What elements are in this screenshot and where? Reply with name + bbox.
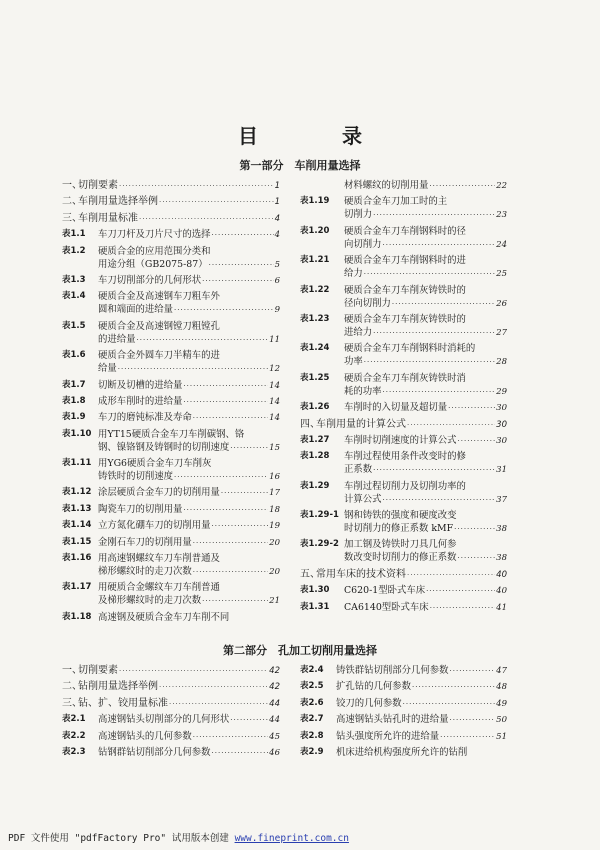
toc-entry-title: 数改变时切削力的修正系数 <box>344 552 457 564</box>
dot-leader <box>183 380 268 393</box>
toc-entry-title: 时切削力的修正系数 kMF <box>344 523 454 535</box>
toc-entry-title: 的进给量 <box>98 333 136 345</box>
toc-entry[interactable] <box>300 372 507 399</box>
toc-page-number: 38 <box>496 524 507 535</box>
toc-entry[interactable] <box>300 313 507 340</box>
toc-entry-title: 铸铁群钻切削部分几何参数 <box>336 665 449 676</box>
dot-leader <box>202 595 268 608</box>
toc-entry-number: 表2.6 <box>300 697 324 708</box>
dot-leader <box>230 714 268 727</box>
toc-entry-number: 表2.2 <box>62 730 86 741</box>
toc-entry-title: 高速钢钻头切削部分的几何形状 <box>98 714 230 726</box>
toc-entry[interactable] <box>62 536 280 550</box>
toc-entry-number: 表1.12 <box>62 487 92 498</box>
toc-page-number: 21 <box>269 596 280 607</box>
footer-link[interactable]: www.fineprint.com.cn <box>234 833 349 844</box>
toc-entry[interactable] <box>300 746 507 759</box>
toc-entry[interactable] <box>62 730 280 744</box>
toc-entry-title: 用途分组（GB2075-87） <box>98 258 208 270</box>
part2-right-column <box>300 664 507 761</box>
toc-entry-number: 五、 <box>300 568 320 580</box>
dot-leader <box>183 396 268 409</box>
toc-page-number: 1 <box>274 181 280 191</box>
toc-entry-number: 一、 <box>62 180 82 191</box>
dot-leader <box>429 180 495 193</box>
toc-entry-title: 硬质合金车刀车削灰铸铁时消 <box>344 372 466 384</box>
toc-entry[interactable] <box>62 680 280 694</box>
toc-entry-title: 高速钢钻头钻孔时的进给量 <box>336 714 449 726</box>
dot-leader <box>193 566 268 579</box>
toc-page-number: 48 <box>496 682 507 693</box>
toc-entry-number: 表1.14 <box>62 520 92 531</box>
toc-entry-number: 表1.9 <box>62 412 86 423</box>
toc-entry[interactable] <box>62 664 280 678</box>
toc-entry-number: 表1.19 <box>300 196 330 207</box>
toc-entry-number: 表1.2 <box>62 245 86 256</box>
toc-entry[interactable] <box>300 450 507 477</box>
toc-page-number: 12 <box>269 364 280 375</box>
toc-entry-title: 硬质合金车刀车削钢料时的进 <box>344 255 466 267</box>
toc-page-number: 16 <box>269 472 280 483</box>
toc-entry[interactable] <box>62 552 280 579</box>
toc-entry-title: 车刀刀杆及刀片尺寸的选择 <box>98 229 211 241</box>
toc-entry-number: 表1.27 <box>300 434 330 445</box>
toc-entry[interactable] <box>300 601 507 615</box>
toc-page-number: 11 <box>269 334 280 345</box>
toc-page-number: 19 <box>269 521 280 532</box>
toc-entry-title: 圆和端面的进给量 <box>98 304 174 316</box>
dot-leader <box>159 681 268 694</box>
dot-leader <box>230 442 268 455</box>
toc-page-number: 14 <box>269 396 280 407</box>
toc-entry-title: 钢、镍铬钢及铸钢时的切削速度 <box>98 441 230 453</box>
toc-page-number: 15 <box>269 442 280 453</box>
toc-entry-number: 表2.8 <box>300 730 324 741</box>
toc-entry[interactable] <box>62 428 280 455</box>
toc-entry-number: 表1.30 <box>300 585 330 596</box>
toc-page-number: 23 <box>496 210 507 221</box>
dot-leader <box>221 487 268 500</box>
toc-entry-number: 三、 <box>62 212 82 224</box>
toc-entry-number: 表1.7 <box>62 379 86 390</box>
toc-entry-title: 车削时切削速度的计算公式 <box>344 434 457 446</box>
footer-text: PDF 文件使用 "pdfFactory Pro" 试用版本创建 <box>8 833 235 844</box>
toc-entry-title: 陶瓷车刀的切削用量 <box>98 503 183 515</box>
dot-leader <box>448 402 495 415</box>
toc-entry-title: 切削力 <box>344 209 373 221</box>
dot-leader <box>364 356 495 369</box>
toc-entry[interactable] <box>300 401 507 415</box>
dot-leader <box>430 602 495 615</box>
toc-entry-number: 表1.22 <box>300 284 330 295</box>
toc-entry[interactable] <box>62 611 280 624</box>
toc-page-number: 27 <box>496 327 507 338</box>
dot-leader <box>407 569 495 582</box>
dot-leader <box>458 552 496 565</box>
toc-entry-title: 及梯形螺纹时的走刀次数 <box>98 595 202 607</box>
toc-entry-title: 功率 <box>344 356 363 368</box>
dot-leader <box>454 523 495 536</box>
toc-entry[interactable] <box>62 519 280 533</box>
toc-entry[interactable] <box>300 254 507 281</box>
page-title: 目 录 <box>238 124 394 148</box>
toc-entry-number: 表1.11 <box>62 458 92 469</box>
toc-entry-title: 耗的功率 <box>344 385 382 397</box>
toc-entry-title: 计算公式 <box>344 493 382 505</box>
dot-leader <box>458 435 496 448</box>
toc-entry-number: 表2.1 <box>62 714 86 725</box>
dot-leader <box>403 698 496 711</box>
toc-entry-number: 表1.18 <box>62 611 92 622</box>
toc-entry-title: 钻头强度所允许的进给量 <box>336 730 440 742</box>
toc-entry[interactable] <box>62 746 280 760</box>
toc-entry-title: 用YG6硬质合金车刀车削灰 <box>98 458 212 470</box>
toc-page-number: 4 <box>274 230 280 241</box>
dot-leader <box>139 213 274 226</box>
toc-entry-title: 车削用量的计算公式 <box>316 418 406 430</box>
toc-entry[interactable] <box>62 395 280 409</box>
toc-page-number: 29 <box>496 386 507 397</box>
toc-page-number: 17 <box>269 488 280 499</box>
toc-entry[interactable] <box>300 730 507 744</box>
toc-entry[interactable] <box>300 664 507 678</box>
toc-entry[interactable] <box>300 225 507 252</box>
toc-entry-number: 表2.7 <box>300 714 324 725</box>
toc-entry[interactable] <box>62 274 280 288</box>
toc-entry[interactable] <box>300 680 507 694</box>
toc-entry-title: 进给力 <box>344 326 373 338</box>
toc-entry[interactable] <box>62 349 280 376</box>
toc-page-number: 31 <box>496 465 507 476</box>
toc-page-number: 46 <box>269 747 280 758</box>
toc-page-number: 26 <box>496 298 507 309</box>
toc-page-number: 14 <box>269 413 280 424</box>
toc-page-number: 4 <box>274 213 280 224</box>
toc-entry[interactable] <box>300 713 507 727</box>
toc-entry-title: 正系数 <box>344 464 373 476</box>
toc-entry-number: 表1.1 <box>62 229 86 240</box>
toc-entry-number: 表1.20 <box>300 225 330 236</box>
toc-entry[interactable] <box>300 342 507 369</box>
dot-leader <box>412 681 495 694</box>
dot-leader <box>118 363 268 376</box>
toc-entry-title: 用YT15硬质合金车刀车削碳钢、铬 <box>98 428 245 440</box>
toc-page-number: 14 <box>269 380 280 391</box>
toc-page-number: 20 <box>269 537 280 548</box>
toc-entry-number: 四、 <box>300 418 320 430</box>
dot-leader <box>383 494 496 507</box>
toc-entry[interactable] <box>62 212 280 226</box>
toc-entry-number: 表1.24 <box>300 343 330 354</box>
toc-entry-number: 表1.26 <box>300 402 330 413</box>
dot-leader <box>212 747 269 760</box>
toc-entry-title: 硬质合金车刀加工时的主 <box>344 196 448 208</box>
toc-entry-number: 表1.28 <box>300 451 330 462</box>
toc-entry-title: 车削用量标准 <box>78 212 138 224</box>
toc-entry[interactable] <box>62 697 280 711</box>
toc-entry-title: 硬质合金车刀车削灰铸铁时的 <box>344 313 466 325</box>
toc-entry-title: 给力 <box>344 268 363 280</box>
dot-leader <box>212 520 269 533</box>
toc-entry[interactable] <box>300 568 507 582</box>
toc-entry-title: 车削过程使用条件改变时的修 <box>344 451 466 463</box>
toc-page-number: 42 <box>269 682 280 693</box>
toc-entry-title: 立方氮化硼车刀的切削用量 <box>98 520 211 532</box>
dot-leader <box>209 259 274 272</box>
toc-entry-number: 表1.16 <box>62 553 92 564</box>
toc-entry-title: 车削过程切削力及切削功率的 <box>344 480 466 492</box>
toc-page-number: 51 <box>496 731 507 742</box>
toc-page-number: 28 <box>496 357 507 368</box>
toc-entry-title: 涂层硬质合金车刀的切削用量 <box>98 487 220 499</box>
dot-leader <box>212 229 274 242</box>
toc-entry[interactable] <box>62 379 280 393</box>
dot-leader <box>119 180 274 193</box>
toc-page-number: 24 <box>496 239 507 250</box>
toc-entry[interactable] <box>62 179 280 193</box>
toc-entry-title: 车刀切削部分的几何形状 <box>98 274 202 286</box>
dot-leader <box>392 298 495 311</box>
dot-leader <box>364 268 495 281</box>
dot-leader <box>183 504 268 517</box>
toc-entry-number: 表1.4 <box>62 291 86 302</box>
toc-page-number: 45 <box>269 731 280 742</box>
toc-entry[interactable] <box>300 509 507 536</box>
toc-entry-number: 二、 <box>62 681 82 693</box>
toc-entry-title: 机床进给机构强度所允许的钻削 <box>336 746 468 758</box>
toc-entry-title: 切断及切槽的进给量 <box>98 379 183 391</box>
toc-entry-title: 向切削力 <box>344 238 382 250</box>
toc-entry-title: 切削要素 <box>78 665 118 676</box>
toc-entry-title: 给量 <box>98 363 117 375</box>
toc-page-number: 37 <box>496 494 507 505</box>
toc-entry[interactable] <box>300 538 507 565</box>
toc-entry-number: 表1.25 <box>300 372 330 383</box>
dot-leader <box>373 209 495 222</box>
toc-entry-title: 硬质合金车刀车削钢料时消耗的 <box>344 343 476 355</box>
toc-entry[interactable] <box>62 245 280 272</box>
toc-entry-number: 表1.13 <box>62 503 92 514</box>
toc-entry-number: 表1.29-2 <box>300 539 339 550</box>
toc-page-number: 49 <box>496 698 507 709</box>
part1-left-column <box>62 179 280 626</box>
toc-entry-number: 表1.21 <box>300 255 330 266</box>
dot-leader <box>193 537 268 550</box>
toc-entry[interactable] <box>62 486 280 500</box>
toc-entry[interactable] <box>62 457 280 484</box>
toc-entry-title: 硬质合金及高速钢车刀粗车外 <box>98 291 220 303</box>
dot-leader <box>193 412 268 425</box>
toc-entry-number: 表1.29-1 <box>300 510 339 521</box>
toc-page-number: 18 <box>269 504 280 515</box>
dot-leader <box>440 731 495 744</box>
toc-page-number: 30 <box>496 403 507 414</box>
toc-page-number: 50 <box>496 715 507 726</box>
toc-entry-number: 表1.17 <box>62 582 92 593</box>
toc-entry-title: 硬质合金车刀车削钢料时的径 <box>344 225 466 237</box>
toc-page-number: 44 <box>269 698 280 709</box>
toc-entry-title: 铰刀的几何参数 <box>336 697 402 709</box>
toc-page-number: 30 <box>496 435 507 446</box>
dot-leader <box>426 585 495 598</box>
toc-page-number: 42 <box>269 666 280 676</box>
toc-page-number: 1 <box>274 197 280 208</box>
toc-entry-title: 高速钢钻头的几何参数 <box>98 730 192 742</box>
toc-entry-title: 径向切削力 <box>344 297 391 309</box>
toc-entry-number: 表1.5 <box>62 320 86 331</box>
toc-entry-title: 成形车削时的进给量 <box>98 395 183 407</box>
toc-entry-title: 用硬质合金螺纹车刀车削普通 <box>98 582 220 594</box>
dot-leader <box>119 665 268 678</box>
part2-left-column <box>62 664 280 762</box>
toc-entry-title: 车削用量选择举例 <box>78 196 158 208</box>
toc-entry-number: 表1.15 <box>62 536 92 547</box>
toc-entry[interactable] <box>300 697 507 711</box>
toc-entry-title: 常用车床的技术资料 <box>316 568 406 580</box>
toc-entry-title: 铸铁时的切削速度 <box>98 471 174 483</box>
toc-entry[interactable] <box>62 228 280 242</box>
toc-entry-number: 表1.6 <box>62 350 86 361</box>
dot-leader <box>193 731 268 744</box>
toc-entry-title: 钻削用量选择举例 <box>78 681 158 693</box>
toc-entry-number: 表1.8 <box>62 395 86 406</box>
toc-entry-title: 加工钢及铸铁时刀具几何参 <box>344 539 457 551</box>
toc-entry[interactable] <box>300 179 507 193</box>
toc-page-number: 20 <box>269 567 280 578</box>
toc-entry-title: 硬质合金的应用范围分类和 <box>98 245 211 257</box>
toc-page-number: 22 <box>496 181 507 191</box>
toc-entry-number: 三、 <box>62 697 82 709</box>
toc-entry-title: 钻、扩、铰用量标准 <box>78 697 168 709</box>
dot-leader <box>174 304 274 317</box>
toc-entry[interactable] <box>62 503 280 517</box>
toc-entry-title: 车刀的磨钝标准及寿命 <box>98 412 192 424</box>
toc-entry-title: 车削时的入切量及超切量 <box>344 402 448 414</box>
toc-entry-title: 用高速钢螺纹车刀车削普通及 <box>98 553 220 565</box>
toc-entry[interactable] <box>300 195 507 222</box>
toc-page-number: 41 <box>496 602 507 613</box>
toc-entry[interactable] <box>300 434 507 448</box>
toc-entry-title: 硬质合金外圆车刀半精车的进 <box>98 350 220 362</box>
dot-leader <box>169 698 268 711</box>
toc-entry-title: CA6140型卧式车床 <box>344 601 429 613</box>
dot-leader <box>373 464 495 477</box>
toc-page-number: 40 <box>496 569 507 580</box>
toc-page-number: 38 <box>496 553 507 564</box>
toc-page-number: 6 <box>274 275 280 286</box>
toc-entry-number: 表1.29 <box>300 480 330 491</box>
toc-page-number: 47 <box>496 666 507 676</box>
part1-title: 第一部分 车削用量选择 <box>239 159 361 172</box>
dot-leader <box>202 275 273 288</box>
part2-title: 第二部分 孔加工切削用量选择 <box>223 644 377 657</box>
toc-entry[interactable] <box>62 195 280 209</box>
dot-leader <box>159 196 274 209</box>
toc-entry-number: 表2.4 <box>300 665 324 675</box>
dot-leader <box>383 386 496 399</box>
toc-entry-number: 表1.23 <box>300 313 330 324</box>
toc-entry[interactable] <box>62 320 280 347</box>
toc-entry-number: 表1.3 <box>62 274 86 285</box>
toc-entry[interactable] <box>62 713 280 727</box>
toc-entry-title: 硬质合金及高速钢镗刀粗镗孔 <box>98 320 220 332</box>
toc-page-number: 5 <box>274 259 280 270</box>
toc-page-number: 40 <box>496 586 507 597</box>
toc-entry[interactable] <box>62 581 280 608</box>
toc-entry-title: 梯形螺纹时的走刀次数 <box>98 566 192 578</box>
toc-entry[interactable] <box>300 418 507 432</box>
toc-entry-title: 硬质合金车刀车削灰铸铁时的 <box>344 284 466 296</box>
toc-entry-number: 二、 <box>62 196 82 208</box>
part1-right-column <box>300 179 507 617</box>
dot-leader <box>450 665 496 678</box>
toc-page-number: 25 <box>496 269 507 280</box>
dot-leader <box>407 419 495 432</box>
toc-page-number: 30 <box>496 419 507 430</box>
toc-entry-title: 金刚石车刀的切削用量 <box>98 536 192 548</box>
dot-leader <box>383 239 496 252</box>
toc-page-number: 44 <box>269 715 280 726</box>
toc-entry[interactable] <box>300 584 507 598</box>
dot-leader <box>373 327 495 340</box>
toc-entry-title: 切削要素 <box>78 180 118 191</box>
toc-entry-title: 材料螺纹的切削用量 <box>344 180 429 191</box>
toc-entry-title: 高速钢及硬质合金车刀车削不同 <box>98 611 230 623</box>
dot-leader <box>450 714 496 727</box>
toc-entry-title: 钢和铸铁的强度和硬度改变 <box>344 510 457 522</box>
toc-entry[interactable] <box>62 290 280 317</box>
toc-entry-number: 一、 <box>62 665 82 676</box>
toc-entry-title: C620-1型卧式车床 <box>344 585 426 597</box>
toc-entry-number: 表1.31 <box>300 601 330 612</box>
dot-leader <box>137 334 269 347</box>
toc-entry-number: 表2.3 <box>62 746 86 757</box>
toc-entry[interactable] <box>62 411 280 425</box>
toc-entry-title: 扩孔钻的几何参数 <box>336 681 412 693</box>
toc-entry[interactable] <box>300 284 507 311</box>
toc-page-number: 9 <box>274 305 280 316</box>
toc-entry[interactable] <box>300 480 507 507</box>
toc-entry-number: 表2.5 <box>300 681 324 692</box>
toc-entry-number: 表1.10 <box>62 428 92 439</box>
toc-entry-number: 表2.9 <box>300 746 324 757</box>
toc-entry-title: 钻钢群钻切削部分几何参数 <box>98 746 211 758</box>
pdf-footer <box>8 830 349 844</box>
dot-leader <box>174 471 268 484</box>
